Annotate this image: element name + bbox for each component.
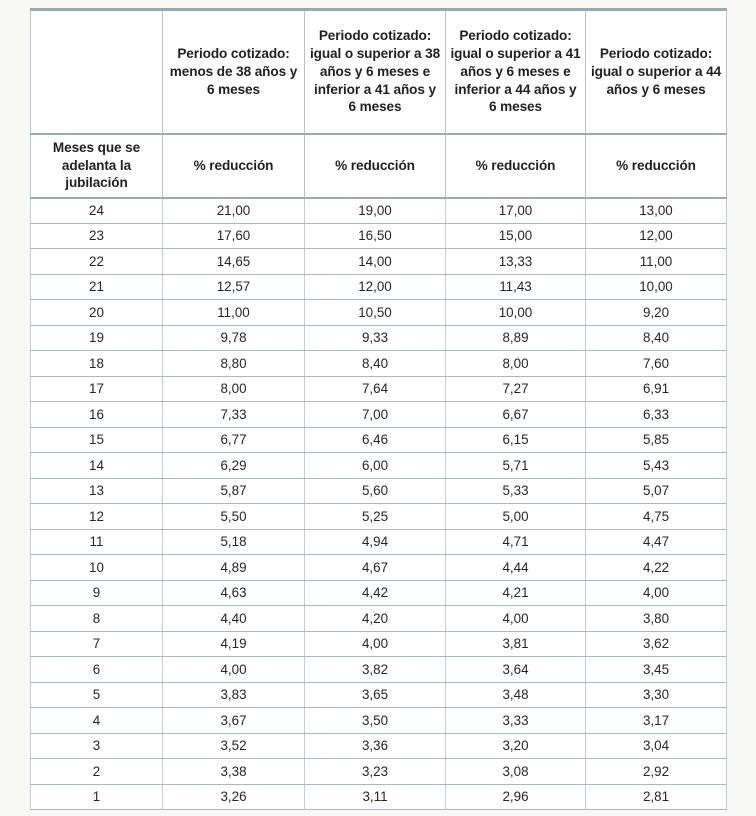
table-row [31,478,727,504]
cell-percent-reduction-2: 6,00 [305,453,446,479]
cell-percent-reduction-4: 7,60 [586,351,727,377]
cell-percent-reduction-2: 6,46 [305,427,446,453]
cell-percent-reduction-1: 3,67 [163,708,305,734]
cell-months-advanced: 5 [31,682,163,708]
cell-percent-reduction-1: 6,29 [163,453,305,479]
cell-percent-reduction-2: 3,11 [305,784,446,810]
cell-percent-reduction-3: 6,67 [446,402,586,428]
cell-months-advanced: 10 [31,555,163,581]
cell-percent-reduction-4: 6,91 [586,376,727,402]
cell-percent-reduction-1: 3,83 [163,682,305,708]
cell-percent-reduction-3: 4,44 [446,555,586,581]
cell-percent-reduction-4: 4,22 [586,555,727,581]
cell-percent-reduction-3: 17,00 [446,198,586,224]
cell-months-advanced: 18 [31,351,163,377]
header-cell-period-under-38y6m: Periodo cotizado: menos de 38 años y 6 meses [163,10,305,134]
table-row [31,657,727,683]
cell-percent-reduction-3: 15,00 [446,223,586,249]
cell-percent-reduction-3: 11,43 [446,274,586,300]
table-row [31,300,727,326]
cell-percent-reduction-3: 13,33 [446,249,586,275]
cell-percent-reduction-1: 5,87 [163,478,305,504]
cell-percent-reduction-2: 16,50 [305,223,446,249]
header-cell-percent-reduction-3: % reducción [446,134,586,198]
cell-percent-reduction-3: 8,00 [446,351,586,377]
cell-percent-reduction-1: 21,00 [163,198,305,224]
table-row [31,580,727,606]
cell-months-advanced: 15 [31,427,163,453]
cell-percent-reduction-4: 3,80 [586,606,727,632]
cell-percent-reduction-3: 2,96 [446,784,586,810]
cell-months-advanced: 3 [31,733,163,759]
cell-percent-reduction-1: 11,00 [163,300,305,326]
table-row [31,759,727,785]
table-row [31,555,727,581]
cell-percent-reduction-2: 3,50 [305,708,446,734]
table-row [31,274,727,300]
header-cell-percent-reduction-4: % reducción [586,134,727,198]
cell-months-advanced: 24 [31,198,163,224]
table-body [31,198,727,810]
cell-percent-reduction-1: 3,52 [163,733,305,759]
cell-percent-reduction-3: 5,00 [446,504,586,530]
cell-percent-reduction-2: 7,64 [305,376,446,402]
cell-percent-reduction-3: 6,15 [446,427,586,453]
cell-percent-reduction-3: 3,08 [446,759,586,785]
cell-percent-reduction-4: 5,43 [586,453,727,479]
table-row [31,529,727,555]
cell-months-advanced: 8 [31,606,163,632]
header-cell-months-advanced: Meses que se adelanta la jubilación [31,134,163,198]
cell-percent-reduction-1: 8,00 [163,376,305,402]
cell-percent-reduction-4: 10,00 [586,274,727,300]
cell-months-advanced: 17 [31,376,163,402]
cell-percent-reduction-1: 4,40 [163,606,305,632]
cell-percent-reduction-2: 4,94 [305,529,446,555]
cell-percent-reduction-1: 17,60 [163,223,305,249]
cell-percent-reduction-2: 10,50 [305,300,446,326]
cell-months-advanced: 13 [31,478,163,504]
pension-reduction-table-container [30,8,726,810]
cell-percent-reduction-2: 3,82 [305,657,446,683]
cell-percent-reduction-3: 10,00 [446,300,586,326]
table-row [31,427,727,453]
header-cell-percent-reduction-2: % reducción [305,134,446,198]
table-row [31,325,727,351]
cell-percent-reduction-3: 3,64 [446,657,586,683]
cell-percent-reduction-1: 4,00 [163,657,305,683]
cell-percent-reduction-2: 19,00 [305,198,446,224]
cell-percent-reduction-1: 12,57 [163,274,305,300]
cell-months-advanced: 6 [31,657,163,683]
table-row [31,351,727,377]
cell-percent-reduction-4: 6,33 [586,402,727,428]
cell-percent-reduction-1: 3,38 [163,759,305,785]
cell-percent-reduction-3: 3,20 [446,733,586,759]
cell-percent-reduction-1: 5,50 [163,504,305,530]
cell-percent-reduction-1: 5,18 [163,529,305,555]
cell-percent-reduction-1: 3,26 [163,784,305,810]
cell-percent-reduction-4: 3,17 [586,708,727,734]
table-row [31,249,727,275]
cell-percent-reduction-2: 4,20 [305,606,446,632]
table-row [31,453,727,479]
table-header-row-units [31,134,727,198]
cell-percent-reduction-3: 4,00 [446,606,586,632]
cell-percent-reduction-3: 4,21 [446,580,586,606]
header-cell-period-over-44y6m: Periodo cotizado: igual o superior a 44 años y 6 meses [586,10,727,134]
cell-percent-reduction-2: 8,40 [305,351,446,377]
table-row [31,402,727,428]
cell-months-advanced: 4 [31,708,163,734]
table-row [31,606,727,632]
cell-percent-reduction-1: 8,80 [163,351,305,377]
cell-percent-reduction-2: 3,36 [305,733,446,759]
cell-months-advanced: 14 [31,453,163,479]
header-cell-empty-corner [31,10,163,134]
cell-months-advanced: 2 [31,759,163,785]
table-header [31,10,727,198]
table-row [31,682,727,708]
table-header-row-periods [31,10,727,134]
cell-percent-reduction-2: 4,67 [305,555,446,581]
cell-percent-reduction-4: 3,04 [586,733,727,759]
cell-percent-reduction-2: 3,65 [305,682,446,708]
cell-percent-reduction-3: 5,71 [446,453,586,479]
cell-months-advanced: 9 [31,580,163,606]
cell-percent-reduction-2: 14,00 [305,249,446,275]
cell-percent-reduction-4: 3,45 [586,657,727,683]
cell-percent-reduction-2: 9,33 [305,325,446,351]
cell-months-advanced: 23 [31,223,163,249]
cell-percent-reduction-4: 5,85 [586,427,727,453]
cell-percent-reduction-3: 3,33 [446,708,586,734]
cell-percent-reduction-2: 12,00 [305,274,446,300]
header-cell-percent-reduction-1: % reducción [163,134,305,198]
table-row [31,708,727,734]
cell-percent-reduction-2: 5,60 [305,478,446,504]
header-cell-period-38y6m-to-41y6m: Periodo cotizado: igual o superior a 38 años y 6 meses e inferior a 41 años y 6 meses [305,10,446,134]
cell-months-advanced: 7 [31,631,163,657]
cell-percent-reduction-4: 11,00 [586,249,727,275]
table-row [31,223,727,249]
cell-percent-reduction-1: 4,89 [163,555,305,581]
cell-percent-reduction-4: 4,75 [586,504,727,530]
cell-percent-reduction-1: 14,65 [163,249,305,275]
cell-percent-reduction-1: 9,78 [163,325,305,351]
cell-percent-reduction-4: 5,07 [586,478,727,504]
header-cell-period-41y6m-to-44y6m: Periodo cotizado: igual o superior a 41 años y 6 meses e inferior a 44 años y 6 meses [446,10,586,134]
cell-percent-reduction-4: 4,47 [586,529,727,555]
cell-percent-reduction-1: 4,63 [163,580,305,606]
cell-percent-reduction-1: 6,77 [163,427,305,453]
cell-percent-reduction-4: 9,20 [586,300,727,326]
cell-percent-reduction-1: 7,33 [163,402,305,428]
cell-months-advanced: 21 [31,274,163,300]
cell-months-advanced: 19 [31,325,163,351]
cell-months-advanced: 11 [31,529,163,555]
cell-percent-reduction-3: 3,48 [446,682,586,708]
cell-percent-reduction-4: 2,92 [586,759,727,785]
cell-months-advanced: 16 [31,402,163,428]
table-row [31,631,727,657]
cell-percent-reduction-3: 8,89 [446,325,586,351]
table-row [31,733,727,759]
table-row [31,198,727,224]
cell-percent-reduction-2: 7,00 [305,402,446,428]
cell-percent-reduction-2: 3,23 [305,759,446,785]
cell-percent-reduction-2: 4,00 [305,631,446,657]
cell-percent-reduction-1: 4,19 [163,631,305,657]
cell-percent-reduction-3: 3,81 [446,631,586,657]
cell-percent-reduction-2: 5,25 [305,504,446,530]
pension-reduction-table [30,8,727,810]
cell-percent-reduction-2: 4,42 [305,580,446,606]
table-row [31,376,727,402]
table-row [31,784,727,810]
cell-percent-reduction-4: 2,81 [586,784,727,810]
cell-percent-reduction-4: 8,40 [586,325,727,351]
cell-months-advanced: 22 [31,249,163,275]
cell-months-advanced: 1 [31,784,163,810]
cell-percent-reduction-3: 4,71 [446,529,586,555]
cell-percent-reduction-4: 4,00 [586,580,727,606]
cell-percent-reduction-4: 12,00 [586,223,727,249]
cell-months-advanced: 12 [31,504,163,530]
cell-percent-reduction-3: 5,33 [446,478,586,504]
cell-percent-reduction-4: 3,30 [586,682,727,708]
table-row [31,504,727,530]
cell-percent-reduction-4: 3,62 [586,631,727,657]
cell-percent-reduction-3: 7,27 [446,376,586,402]
cell-percent-reduction-4: 13,00 [586,198,727,224]
cell-months-advanced: 20 [31,300,163,326]
